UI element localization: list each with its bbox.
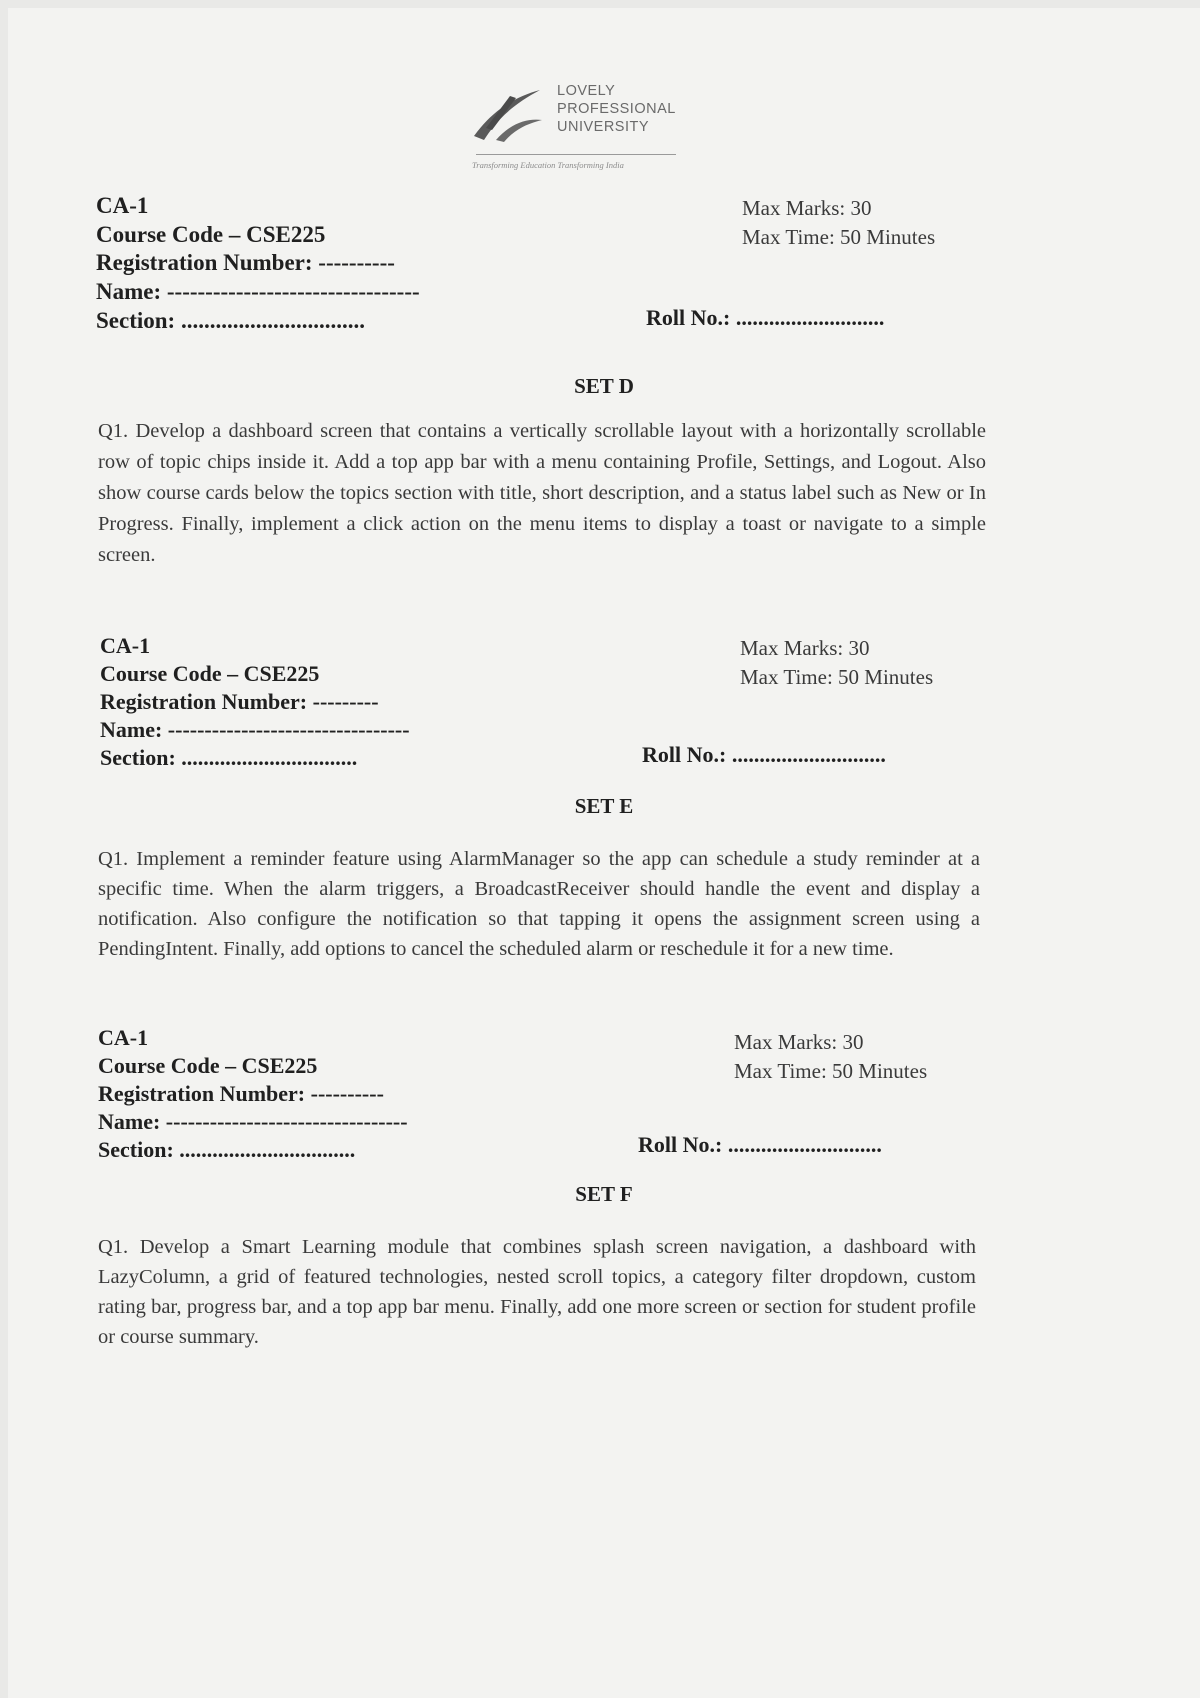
- name-field: Name: ---------------------------------: [98, 1109, 408, 1134]
- section-field: Section: ................................: [98, 1137, 356, 1162]
- set-f-question: Q1. Develop a Smart Learning module that combines splash screen navigation, a dashboard with LazyColumn, a grid of featured technologies, nested scroll topics, a category filter dropdown, custom rating bar, progress bar, and a top app bar menu. Finally, add one more screen or section for student profile or course summary.: [98, 1236, 976, 1348]
- section-field: Section: ................................: [96, 307, 365, 333]
- course-code: Course Code – CSE225: [96, 221, 326, 247]
- max-marks: Max Marks: 30: [734, 1030, 864, 1054]
- max-time: Max Time: 50 Minutes: [742, 224, 936, 249]
- ca-label: CA-1: [100, 633, 151, 658]
- ca-label: CA-1: [98, 1025, 149, 1050]
- roll-no-field: Roll No.: ............................: [642, 742, 886, 767]
- logo-line-3: UNIVERSITY: [557, 119, 650, 135]
- max-marks: Max Marks: 30: [742, 196, 872, 220]
- university-logo: [470, 76, 680, 172]
- name-field: Name: ---------------------------------: [96, 279, 420, 305]
- set-d-header-left: [96, 192, 420, 336]
- set-e-question: Q1. Implement a reminder feature using AlarmManager so the app can schedule a study reminder at a specific time. When the alarm triggers, a BroadcastReceiver should handle the event and display a notification. Also configure the notification so that tapping it opens the assignment screen using a PendingIntent. Finally, add options to cancel the scheduled alarm or reschedule it for a new time.: [98, 848, 980, 960]
- logo-line-2: PROFESSIONAL: [557, 101, 676, 117]
- max-marks: Max Marks: 30: [740, 636, 870, 660]
- logo-tagline: Transforming Education Transforming India: [472, 160, 624, 170]
- set-f-title: SET F: [575, 1182, 633, 1206]
- registration-number-field: Registration Number: ---------: [100, 689, 379, 714]
- set-e-title: SET E: [574, 794, 634, 818]
- exam-paper: [8, 8, 1200, 1698]
- logo-line-1: LOVELY: [557, 83, 616, 99]
- course-code: Course Code – CSE225: [98, 1053, 318, 1078]
- set-d-title: SET D: [574, 374, 634, 398]
- name-field: Name: ---------------------------------: [100, 717, 410, 742]
- roll-no-field: Roll No.: ............................: [638, 1132, 882, 1157]
- set-f-header-left: [98, 1024, 408, 1164]
- set-e-header-right: [740, 634, 933, 691]
- course-code: Course Code – CSE225: [100, 661, 320, 686]
- set-e-header-left: [100, 632, 410, 772]
- set-d-header-right: [742, 194, 935, 251]
- roll-no-field: Roll No.: ...........................: [646, 305, 885, 330]
- set-f-header-right: [734, 1028, 927, 1085]
- registration-number-field: Registration Number: ----------: [98, 1081, 384, 1106]
- registration-number-field: Registration Number: ----------: [96, 250, 395, 276]
- max-time: Max Time: 50 Minutes: [740, 664, 934, 689]
- section-field: Section: ................................: [100, 745, 358, 770]
- logo-divider: [476, 154, 676, 155]
- ca-label: CA-1: [96, 193, 149, 218]
- lpu-emblem-icon: [470, 84, 546, 146]
- set-d-question: Q1. Develop a dashboard screen that contains a vertically scrollable layout with a horizontally scrollable row of topic chips inside it. Add a top app bar with a menu containing Profile, Settings, and Logout. Also show course cards below the topics section with title, short description, and a status label such as New or In Progress. Finally, implement a click action on the menu items to display a toast or navigate to a simple screen.: [98, 420, 986, 566]
- max-time: Max Time: 50 Minutes: [734, 1058, 928, 1083]
